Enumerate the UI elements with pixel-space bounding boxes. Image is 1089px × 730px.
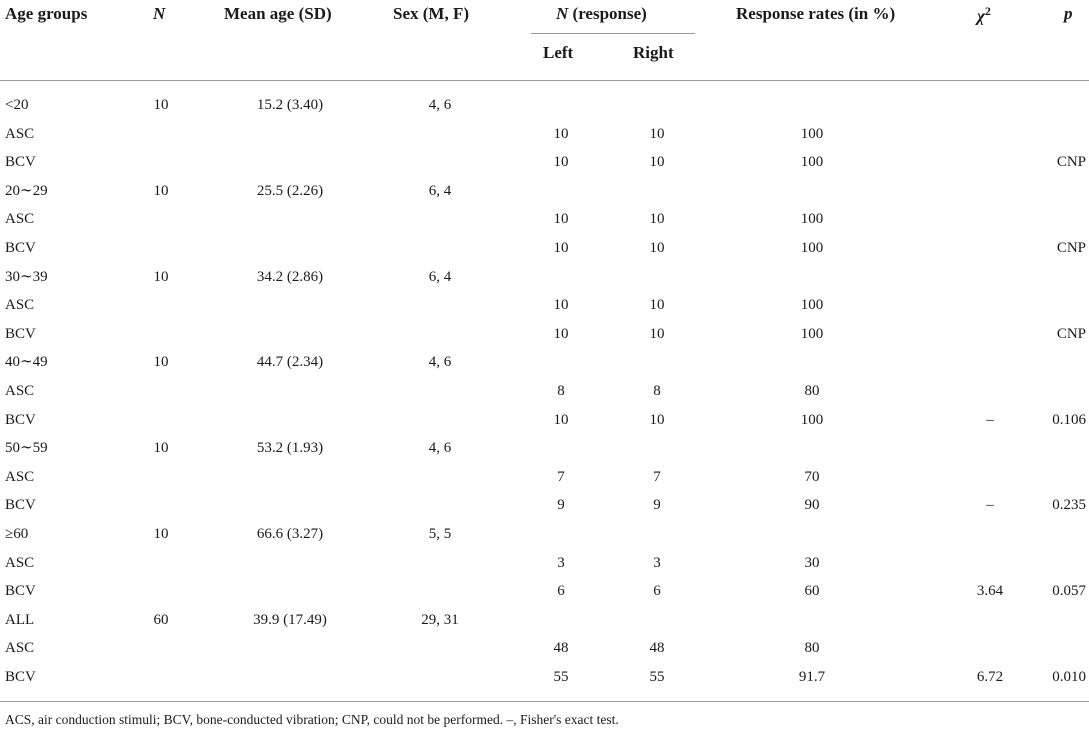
cell-right: 7 (653, 468, 661, 485)
cell-left: 48 (553, 640, 569, 657)
cell-chi-squared: – (986, 497, 994, 514)
cell-p: CNP (1056, 325, 1086, 342)
cell-age-group: <20 (5, 97, 29, 113)
header-p (1064, 4, 1073, 24)
cell-age-group: ASC (5, 383, 35, 399)
cell-response-rate: 80 (804, 383, 820, 399)
cell-mean-age: 15.2 (3.40) (256, 97, 324, 113)
cell-p: 0.106 (1052, 411, 1086, 428)
cell-age-group: ALL (5, 611, 35, 628)
cell-right: 10 (649, 240, 665, 256)
cell-response-rate: 100 (800, 211, 824, 228)
cell-right: 10 (649, 125, 665, 142)
cell-age-group: BCV (5, 411, 36, 428)
cell-n: 10 (153, 97, 169, 113)
cell-mean-age: 25.5 (2.26) (256, 182, 324, 199)
bottom-rule (0, 701, 1089, 702)
table-row (0, 663, 1089, 692)
cell-age-group: BCV (5, 154, 36, 171)
cell-mean-age: 66.6 (3.27) (256, 526, 324, 542)
cell-n: 10 (153, 182, 169, 199)
cell-sex: 6, 4 (428, 268, 452, 285)
cell-response-rate: 100 (800, 297, 824, 314)
cell-left: 10 (553, 211, 569, 228)
cell-left: 10 (553, 411, 569, 428)
cell-age-group: ≥60 (5, 526, 29, 542)
table-row (0, 177, 1089, 206)
cell-right: 10 (649, 325, 665, 342)
cell-response-rate: 100 (800, 154, 824, 171)
cell-age-group: BCV (5, 325, 36, 342)
cell-age-group: ASC (5, 640, 35, 657)
table-row (0, 434, 1089, 463)
cell-age-group: 30∼39 (5, 268, 48, 285)
cell-mean-age: 39.9 (17.49) (253, 611, 327, 628)
cell-sex: 4, 6 (428, 97, 452, 113)
cell-left: 7 (557, 468, 565, 485)
cell-mean-age: 34.2 (2.86) (256, 268, 324, 285)
cell-sex: 4, 6 (428, 440, 452, 457)
cell-chi-squared: 3.64 (976, 583, 1004, 600)
table-row (0, 234, 1089, 263)
cell-left: 10 (553, 325, 569, 342)
cell-left: 3 (557, 554, 565, 571)
table-row (0, 205, 1089, 234)
cell-age-group: BCV (5, 497, 36, 514)
cell-response-rate: 100 (800, 411, 824, 428)
cell-right: 6 (653, 583, 661, 600)
table-row (0, 348, 1089, 377)
cell-age-group: ASC (5, 211, 35, 228)
cell-n: 10 (153, 354, 169, 371)
table-row (0, 148, 1089, 177)
table-row (0, 491, 1089, 520)
cell-response-rate: 90 (804, 497, 820, 514)
cell-response-rate: 100 (800, 325, 824, 342)
cell-response-rate: 100 (800, 125, 824, 142)
cell-right: 10 (649, 411, 665, 428)
cell-p: CNP (1056, 240, 1086, 256)
cell-sex: 29, 31 (421, 611, 459, 628)
cell-response-rate: 70 (804, 468, 820, 485)
cell-age-group: BCV (5, 583, 36, 600)
cell-response-rate: 91.7 (798, 669, 826, 685)
cell-left: 10 (553, 240, 569, 256)
cell-sex: 6, 4 (428, 182, 452, 199)
header-response-rates: Response rates (in %) (736, 4, 896, 23)
cell-p: 0.010 (1052, 669, 1086, 685)
cell-right: 9 (653, 497, 661, 514)
cell-left: 9 (557, 497, 565, 514)
header-left: Left (543, 43, 574, 62)
header-rule (0, 80, 1089, 81)
cell-right: 3 (653, 554, 661, 571)
cell-p: 0.235 (1052, 497, 1086, 514)
header-chi-squared (977, 4, 991, 27)
cell-age-group: ASC (5, 297, 35, 314)
cell-left: 10 (553, 154, 569, 171)
cell-age-group: ASC (5, 554, 35, 571)
cell-age-group: ASC (5, 468, 35, 485)
cell-age-group: BCV (5, 240, 36, 256)
table-row (0, 549, 1089, 578)
cell-left: 8 (557, 383, 565, 399)
header-sex: Sex (M, F) (393, 4, 470, 23)
header-chi-symbol: χ (977, 6, 985, 26)
cell-right: 10 (649, 211, 665, 228)
cell-age-group: BCV (5, 669, 36, 685)
table-row (0, 291, 1089, 320)
table-row (0, 406, 1089, 435)
header-subrule (531, 33, 695, 34)
table-row (0, 320, 1089, 349)
cell-age-group: 20∼29 (5, 182, 48, 199)
cell-chi-squared: – (986, 411, 994, 428)
cell-mean-age: 44.7 (2.34) (256, 354, 324, 371)
table-row (0, 263, 1089, 292)
cell-mean-age: 53.2 (1.93) (256, 440, 324, 457)
header-n-response-n: N (556, 4, 569, 23)
cell-right: 10 (649, 297, 665, 314)
cell-n: 10 (153, 440, 169, 457)
header-n-response-suffix: (response) (568, 4, 647, 23)
header-age-groups: Age groups (5, 4, 88, 23)
cell-age-group: 50∼59 (5, 440, 48, 457)
cell-right: 55 (649, 669, 665, 685)
cell-n: 10 (153, 268, 169, 285)
cell-right: 8 (653, 383, 661, 399)
table-row (0, 606, 1089, 635)
cell-left: 10 (553, 125, 569, 142)
cell-right: 48 (649, 640, 665, 657)
cell-n: 10 (153, 526, 169, 542)
cell-response-rate: 80 (804, 640, 820, 657)
cell-n: 60 (153, 611, 169, 628)
cell-left: 55 (553, 669, 569, 685)
cell-left: 10 (553, 297, 569, 314)
cell-p: 0.057 (1052, 583, 1086, 600)
table-row (0, 520, 1089, 549)
header-p-text: p (1064, 4, 1073, 23)
header-n-response (556, 4, 647, 24)
header-right: Right (633, 43, 674, 62)
cell-left: 6 (557, 583, 565, 600)
cell-chi-squared: 6.72 (976, 669, 1004, 685)
header-mean-age: Mean age (SD) (224, 4, 332, 23)
cell-response-rate: 100 (800, 240, 824, 256)
table-row (0, 634, 1089, 663)
cell-right: 10 (649, 154, 665, 171)
table-row (0, 91, 1089, 120)
header-chi-superscript: 2 (984, 4, 991, 18)
cell-sex: 4, 6 (428, 354, 452, 371)
cell-response-rate: 30 (804, 554, 820, 571)
header-n-text: N (153, 4, 166, 23)
table-footnote: ACS, air conduction stimuli; BCV, bone-conducted vibration; CNP, could not be performed. –, Fisher's exact test. (5, 712, 619, 727)
table-row (0, 377, 1089, 406)
cell-response-rate: 60 (804, 583, 820, 600)
table-row (0, 463, 1089, 492)
header-n (153, 4, 165, 24)
table-row (0, 577, 1089, 606)
cell-age-group: 40∼49 (5, 354, 48, 371)
cell-age-group: ASC (5, 125, 35, 142)
cell-sex: 5, 5 (428, 526, 452, 542)
table-row (0, 120, 1089, 149)
cell-p: CNP (1056, 154, 1086, 171)
